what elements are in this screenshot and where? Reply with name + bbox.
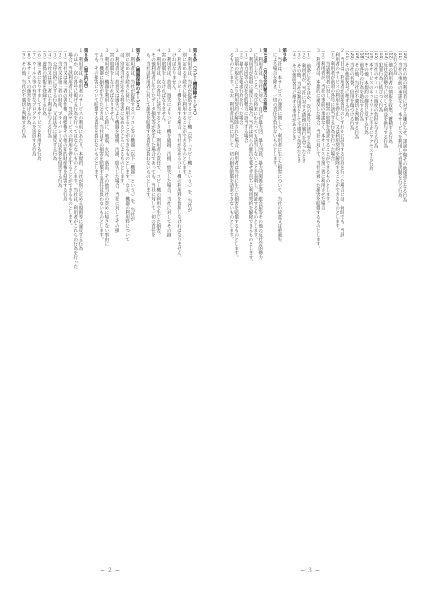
- text-line: （２） 利用者が、当社に対する債務の履行を怠ったとき: [301, 48, 306, 163]
- text-line: を行う行為: [392, 48, 398, 75]
- article-heading: 第７条 （機器保障のサービス）: [134, 48, 140, 114]
- text-line: その他利用者に生じたデータ損失等が発生した場合であっても、当社に対して一切の責任を: [150, 48, 156, 237]
- right-page-column: [229, 48, 407, 545]
- text-line: ３ 利用者が、機器を利用している時に、地震、火災、落雷、その他当社の責めに帰さない事由に: [103, 48, 109, 246]
- text-line: １ 利用者は、利用者のサービスの利用にあたり、本規約、当社が別に定める規則等に違反する行為: [77, 48, 83, 251]
- page-number-right: − ３ −: [300, 567, 320, 574]
- text-line: ければなりません。: [171, 48, 177, 93]
- text-line: （19）その他、当社が不適切と判断する行為: [354, 48, 359, 140]
- text-line: （１）利用者が前項の各号に該当する行為を行った場合: [330, 48, 335, 161]
- article-heading: 第８条 （禁止行為）: [83, 48, 89, 91]
- text-line: より、機器に損害が生じたときは、当社はその損害を賠償する責任は負わないものとします。: [98, 48, 104, 242]
- text-line: 害の賠償をしなければなりません。: [160, 48, 166, 125]
- text-line: （３） その他、当社が利用者として不適当と認めたとき: [296, 48, 302, 163]
- text-line: （６）第三者になりすまして本サービスを利用する行為: [36, 48, 42, 161]
- text-line: （１）暴力団等の反社会的勢力に該当する場合: [243, 48, 249, 143]
- article-heading: 第10条 （反社会的勢力の排除）: [262, 48, 268, 116]
- text-line: ２ 利用者が前項に違反した場合、当社は何らの催告を要せず直ちに利用契約を解除できるものとします。: [248, 48, 253, 264]
- text-line: 別に定める手続きに従い、利用することができるものとします。なお、機器の利用料について: [124, 48, 130, 242]
- article-heading: 第９条: [281, 48, 287, 62]
- text-line: 利用者のサービスの利用を停止し、又は利用契約を解除することができるものとします。: [334, 48, 340, 233]
- text-line: （17）その他、本規約の趣旨に反する行為: [363, 48, 369, 135]
- text-line: 当該利用者に対し、損害の賠償を請求することができるものとします。: [325, 48, 330, 206]
- text-line: （２）利用者が、当社の事前の承諾なく、本サービスを第三者に利用させた場合: [320, 48, 326, 210]
- text-line: （20）当社の名誉、信用を傷つける行為: [349, 48, 355, 131]
- left-page-column: [17, 48, 197, 545]
- text-line: ４ 利用者は、次の各号に該当するときは、利用者の責任で、コピー機の利用で生じた損害、: [155, 48, 161, 237]
- text-line: による場合を除き、一切の責任を負わないものとします。: [272, 48, 278, 170]
- text-line: （４） その他前各号に準ずる事由があるとき: [291, 48, 297, 141]
- text-line: １ 利用者は、当社に対し、自己が暴力団、暴力団員、暴力団関係企業、総会屋等その他の反社会的勢力: [257, 48, 263, 260]
- text-line: 別に定める手続きに従い利用することができるものとします。: [181, 48, 187, 179]
- text-line: １ 利用者は、当社が提供するパソコン等の機器（以下「機器」という。）を、当社が: [129, 48, 135, 222]
- text-line: （４）当社又は第三者に不利益を与える行為: [46, 48, 52, 138]
- text-line: （16）本サービスのネットワークに不正にアクセスする行為: [368, 48, 374, 171]
- text-line: （13）反社会的勢力に対して利益を供与する行為: [382, 48, 388, 149]
- text-line: は、別途当社が定める料金表に定めるところによるものとします。: [119, 48, 125, 188]
- text-line: ３ 前項の規定により利用契約が解除された場合、利用者は当社に生じた損害を賠償するものとします。: [233, 48, 239, 260]
- text-line: に該当しないこと、及び将来にわたっても該当しないことを表明し、保証するものとします。: [253, 48, 258, 242]
- text-line: （３）公序良俗に反する行為、又は法令に違反する行為: [51, 48, 57, 161]
- text-line: （９）その他、当社が不適切と判断する行為: [20, 48, 26, 138]
- text-line: （15）当社のサーバーに過度の負担を与える行為: [373, 48, 379, 149]
- text-line: も、当社は利用者に対して損害を賠償する責任は負わないものとします。: [145, 48, 151, 201]
- text-line: （21）その他前各号に準ずる行為: [344, 48, 350, 117]
- text-line: （７）ウイルス等の有害なプログラムを送信する行為: [31, 48, 37, 156]
- article-heading: 第６条 （コピー機保障サービス）: [192, 48, 197, 118]
- text-line: ２ 利用者は、故意又は過失により機器を破損、汚損、紛失した場合、当社に対してその損: [114, 48, 120, 233]
- text-line: のほか、次の各号に掲げる行為を行ってはならないものとします。当社は、利用者がこれらの行為を行った: [72, 48, 78, 269]
- text-line: 害の賠償をしなければなりません。: [109, 48, 114, 125]
- text-line: （11）当社の事前の承諾なく、本サービスを利用して営業活動を行う行為: [397, 48, 403, 198]
- text-line: （８）本サービスの運営を妨げる行為: [26, 48, 31, 125]
- text-line: ２ 利用者は、コピー機を利用する場合、当社が定めるコピー機の利用料を負担しなければなりません。: [176, 48, 182, 260]
- text-line: （５）虚偽の情報を登録する行為: [41, 48, 47, 116]
- text-line: ３ 利用者は、故意、過失によりコピー機を破損、汚損、紛失した場合、当社に対してその損: [166, 48, 172, 237]
- text-line: （２）当社又は第三者の財産、プライバシー又は名誉を侵害する行為: [57, 48, 63, 188]
- text-line: （14）犯罪行為に結びつく行為: [378, 48, 383, 113]
- text-line: （１）当社又は第三者の著作権、商標権その他の知的財産権を侵害する行為: [62, 48, 68, 201]
- text-line: るものとします。なお、利用者は当社に対して一切の損害賠償を請求できないものとします。: [228, 48, 234, 242]
- text-line: １ 利用者は、当社が提供するコピー機（以下「コピー機」という。）を、当社が: [186, 48, 192, 213]
- text-line: ２ 当社は、利用者が前項各号のいずれかに該当する行為を行った場合には、何時でも、当該: [339, 48, 345, 237]
- text-line: １ 当社は、本サービスの運営に関して、利用者に生じた損害について、当社の故意又は重過失: [277, 48, 282, 242]
- text-line: （１） 前条に定めるほか、次の各号に該当する場合: [305, 48, 311, 154]
- text-line: ３ 利用者は、本規約に違反した場合、当社に対して、当社が被った損害を賠償するものとします。: [315, 48, 321, 251]
- text-line: （12）他の利用者の情報を収集、蓄積する行為: [387, 48, 393, 144]
- text-line: （18）前各号の行為を助長する行為: [358, 48, 364, 122]
- page-number-left: − ２ −: [100, 567, 120, 574]
- text-line: （10）当社の他の利用者に対する嫌がらせ、誹謗中傷その他迷惑となる行為: [402, 48, 407, 203]
- text-line: （２）暴力的な要求行為を行った場合: [238, 48, 244, 125]
- text-line: 場合、当該利用者に対し、当該サービスの利用を停止することができるものとします。: [67, 48, 73, 228]
- text-line: でも、その損害について賠償する責任を負わないものとします。: [93, 48, 99, 183]
